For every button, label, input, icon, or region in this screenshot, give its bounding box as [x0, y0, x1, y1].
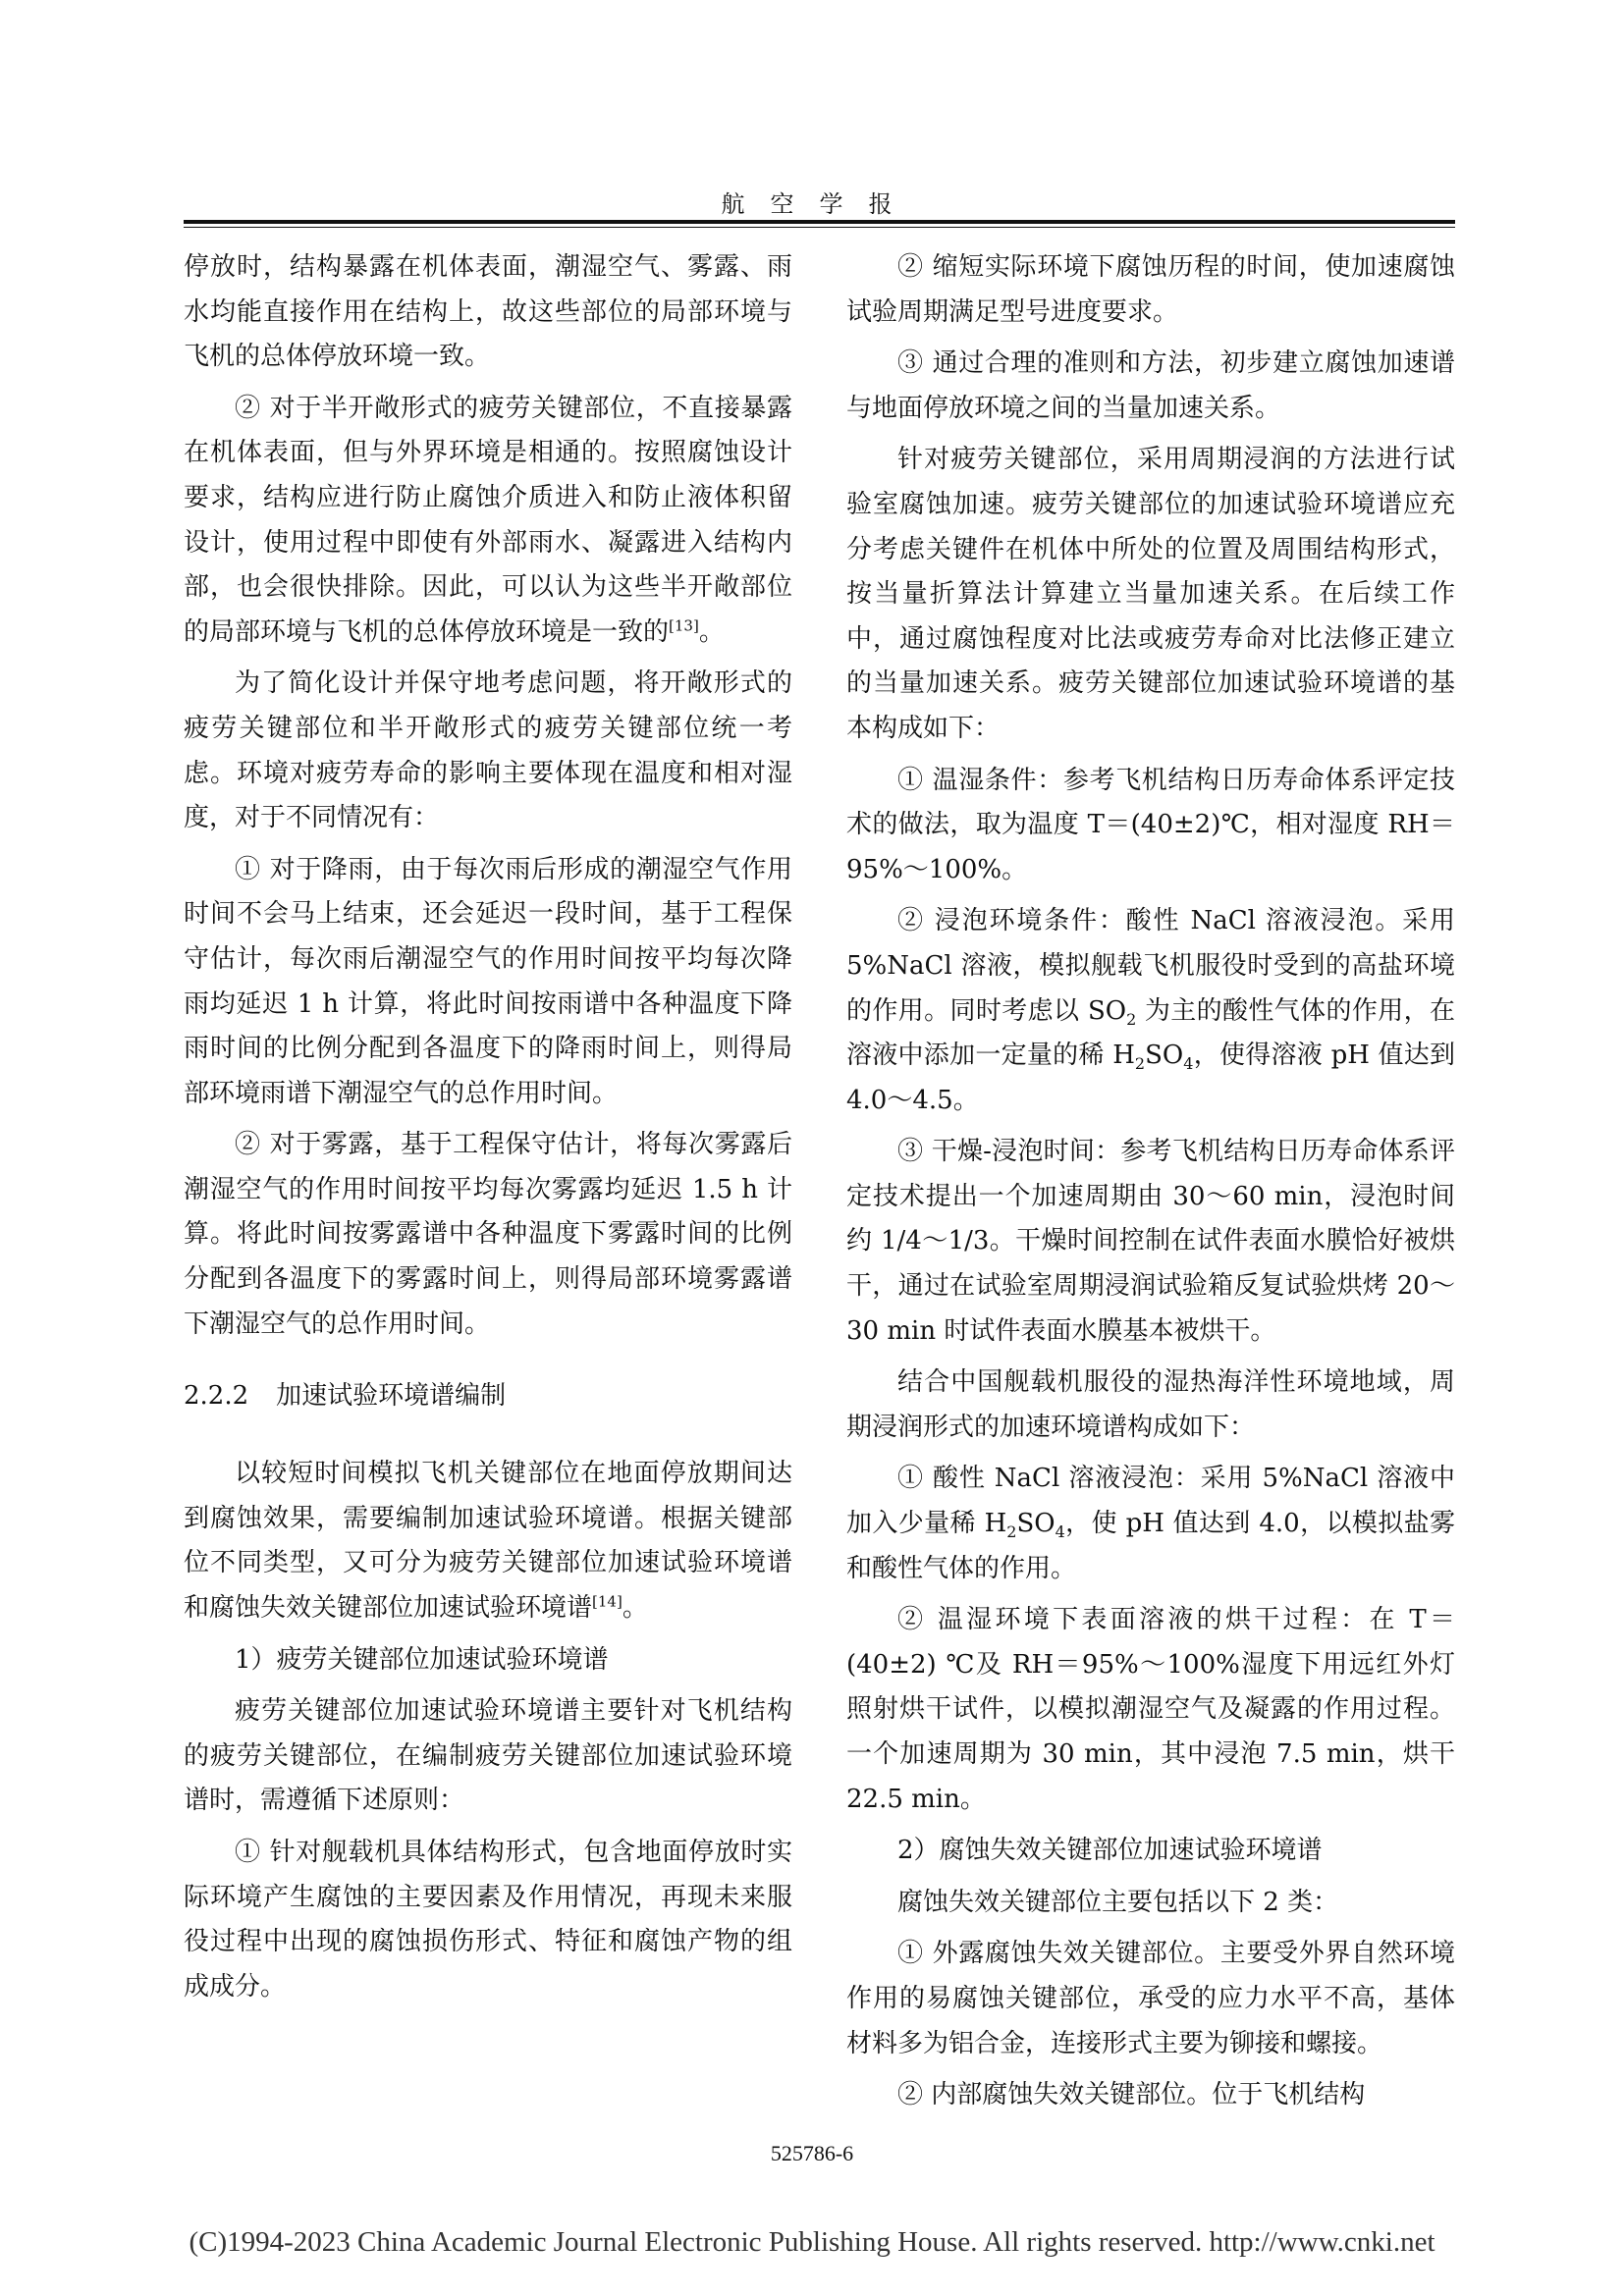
paragraph: ③ 干燥-浸泡时间：参考飞机结构日历寿命体系评定技术提出一个加速周期由 30～60 min，浸泡时间约 1/4～1/3。干燥时间控制在试件表面水膜恰好被烘干，通过在试验室周期浸润试验箱反复试验烘烤 20～30 min 时试件表面水膜基本被烘干。	[846, 1137, 1455, 1346]
paragraph-text: ② 浸泡环境条件：酸性 NaCl 溶液浸泡。采用 5%NaCl 溶液，模拟舰载飞机服役时受到的高盐环境的作用。同时考虑以 SO	[846, 906, 1455, 1026]
page-number: 525786-6	[770, 2141, 854, 2165]
paragraph-text: ② 对于半开敞形式的疲劳关键部位，不直接暴露在机体表面，但与外界环境是相通的。按照腐蚀设计要求，结构应进行防止腐蚀介质进入和防止液体积留设计，使用过程中即使有外部雨水、凝露进入结构内部，也会很快排除。因此，可以认为这些半开敞部位的局部环境与飞机的总体停放环境是一致的	[184, 393, 792, 647]
paragraph: ② 内部腐蚀失效关键部位。位于飞机结构	[897, 2080, 1366, 2110]
paragraph: 停放时，结构暴露在机体表面，潮湿空气、雾露、雨水均能直接作用在结构上，故这些部位的局部环境与飞机的总体停放环境一致。	[184, 252, 792, 372]
paragraph	[846, 899, 1455, 1123]
paragraph: 疲劳关键部位加速试验环境谱主要针对飞机结构的疲劳关键部位，在编制疲劳关键部位加速试验环境谱时，需遵循下述原则：	[184, 1696, 792, 1816]
paragraph	[846, 1457, 1455, 1591]
paragraph-text: SO	[1145, 1041, 1184, 1071]
subheading: 1）疲劳关键部位加速试验环境谱	[235, 1644, 609, 1675]
paragraph: ③ 通过合理的准则和方法，初步建立腐蚀加速谱与地面停放环境之间的当量加速关系。	[846, 348, 1455, 423]
paragraph-text: 为主的酸性气体的作用，在溶液中添加一定量的稀 H	[846, 995, 1455, 1071]
paragraph-end: 。	[698, 616, 725, 647]
citation-ref[interactable]: [13]	[669, 616, 699, 635]
paragraph: ② 对于雾露，基于工程保守估计，将每次雾露后潮湿空气的作用时间按平均每次雾露均延迟 1.5 h 计算。将此时间按雾露谱中各种温度下雾露时间的比例分配到各温度下的雾露时间上，则得局部环境雾露谱下潮湿空气的总作用时间。	[184, 1130, 792, 1339]
subscript: 4	[1055, 1522, 1065, 1542]
citation-ref[interactable]: [14]	[592, 1592, 623, 1611]
paragraph: ② 温湿环境下表面溶液的烘干过程：在 T＝(40±2) ℃及 RH＝95%～100%湿度下用远红外灯照射烘干试件，以模拟潮湿空气及凝露的作用过程。一个加速周期为 30 min，其中浸泡 7.5 min，烘干 22.5 min。	[846, 1605, 1455, 1814]
paragraph: ② 缩短实际环境下腐蚀历程的时间，使加速腐蚀试验周期满足型号进度要求。	[846, 252, 1455, 327]
paragraph: ① 对于降雨，由于每次雨后形成的潮湿空气作用时间不会马上结束，还会延迟一段时间，基于工程保守估计，每次雨后潮湿空气的作用时间按平均每次降雨均延迟 1 h 计算，将此时间按雨谱中各种温度下降雨时间的比例分配到各温度下的降雨时间上，则得局部环境雨谱下潮湿空气的总作用时间。	[184, 854, 792, 1108]
copyright-footer: (C)1994-2023 China Academic Journal Electronic Publishing House. All rights reserved. http://www.cnki.net	[189, 2226, 1435, 2258]
paragraph: ① 外露腐蚀失效关键部位。主要受外界自然环境作用的易腐蚀关键部位，承受的应力水平不高，基体材料多为铝合金，连接形式主要为铆接和螺接。	[846, 1939, 1455, 2058]
header-rule-thick	[184, 220, 1455, 224]
header-rule-thin	[184, 227, 1455, 228]
section-heading	[184, 1374, 792, 1418]
paragraph: ① 温湿条件：参考飞机结构日历寿命体系评定技术的做法，取为温度 T＝(40±2)℃，相对湿度 RH＝95%～100%。	[846, 765, 1455, 884]
subscript: 2	[1126, 1009, 1137, 1029]
paragraph-text: SO	[1016, 1509, 1056, 1539]
paragraph	[184, 387, 792, 656]
section-number: 2.2.2	[184, 1381, 249, 1412]
left-column	[184, 245, 792, 2016]
paragraph: 腐蚀失效关键部位主要包括以下 2 类：	[897, 1887, 1339, 1917]
paragraph: ① 针对舰载机具体结构形式，包含地面停放时实际环境产生腐蚀的主要因素及作用情况，再现未来服役过程中出现的腐蚀损伤形式、特征和腐蚀产物的组成成分。	[184, 1838, 792, 2002]
running-header: 航空学报	[721, 190, 918, 218]
paragraph	[184, 1452, 792, 1630]
paragraph-text: ，使得溶液 pH 值达到 4.0～4.5。	[846, 1041, 1455, 1115]
paragraph-text: 以较短时间模拟飞机关键部位在地面停放期间达到腐蚀效果，需要编制加速试验环境谱。根据关键部位不同类型，又可分为疲劳关键部位加速试验环境谱和腐蚀失效关键部位加速试验环境谱	[184, 1459, 792, 1624]
paragraph-end: 。	[622, 1593, 648, 1624]
paragraph: 为了简化设计并保守地考虑问题，将开敞形式的疲劳关键部位和半开敞形式的疲劳关键部位统一考虑。环境对疲劳寿命的影响主要体现在温度和相对湿度，对于不同情况有：	[184, 668, 792, 833]
section-title: 加速试验环境谱编制	[276, 1381, 507, 1412]
paragraph-text: ，使 pH 值达到 4.0，以模拟盐雾和酸性气体的作用。	[846, 1509, 1455, 1583]
paragraph: 针对疲劳关键部位，采用周期浸润的方法进行试验室腐蚀加速。疲劳关键部位的加速试验环境谱应充分考虑关键件在机体中所处的位置及周围结构形式，按当量折算法计算建立当量加速关系。在后续工作中，通过腐蚀程度对比法或疲劳寿命对比法修正建立的当量加速关系。疲劳关键部位加速试验环境谱的基本构成如下：	[846, 445, 1455, 743]
subscript: 2	[1134, 1054, 1146, 1074]
subscript: 2	[1006, 1522, 1017, 1542]
subheading: 2）腐蚀失效关键部位加速试验环境谱	[897, 1836, 1323, 1866]
subscript: 4	[1183, 1054, 1194, 1074]
paragraph-text: ① 酸性 NaCl 溶液浸泡：采用 5%NaCl 溶液中加入少量稀 H	[846, 1464, 1455, 1539]
paragraph: 结合中国舰载机服役的湿热海洋性环境地域，周期浸润形式的加速环境谱构成如下：	[846, 1367, 1455, 1442]
right-column	[846, 245, 1455, 2125]
